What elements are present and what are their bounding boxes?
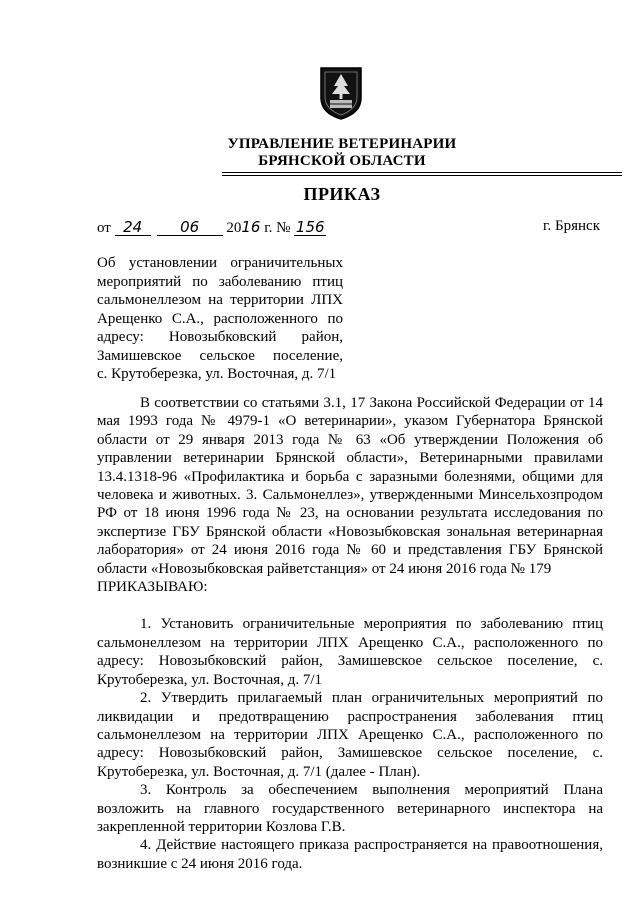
subject-line: мероприятий по заболеванию птиц — [97, 273, 343, 290]
order-subject — [97, 254, 343, 384]
coat-of-arms-icon — [318, 64, 364, 120]
subject-line: адресу: Новозыбковский район, — [97, 329, 343, 345]
subject-line: с. Крутоберезка, ул. Восточная, д. 7/1 — [97, 366, 337, 382]
order-number: 156 — [295, 218, 325, 236]
date-year: 16 — [241, 218, 261, 236]
organization-name-line1: УПРАВЛЕНИЕ ВЕТЕРИНАРИИ — [227, 136, 457, 152]
date-year-prefix: 20 — [226, 220, 242, 236]
order-item: 1. Установить ограничительные мероприятия по заболеванию птиц сальмонеллезом на территории ЛПХ Арещенко С.А., расположенного по адресу: Новозыбковский район, Замишевское сельское поселение, с. Крутоберезка, ул. Восточная, д. 7/1 — [97, 616, 603, 688]
header-rule — [222, 175, 622, 176]
date-number-line — [97, 218, 326, 237]
document-title: ПРИКАЗ — [303, 184, 381, 204]
preamble-paragraph: В соответствии со статьями 3.1, 17 Закона Российской Федерации от 14 мая 1993 года № 4979-1 «О ветеринарии», указом Губернатора Брянской области от 29 января 2013 года № 63 «Об утверждении Положения об управлении ветеринарии Брянской области», Ветеринарными правилами 13.4.1318-96 «Профилактика и борьба с заразными болезнями, общими для человека и животных. 3. Сальмонеллез», утвержденными Минсельхозпродом РФ от 18 июня 1996 года № 23, на основании результата исследования по экспертизе ГБУ Брянской области «Новозыбковская зональная ветеринарная лаборатория» от 24 июня 2016 года № 60 и представления ГБУ Брянской области «Новозыбковская райветстанция» от 24 июня 2016 года № 179 — [97, 395, 603, 577]
date-prefix: от — [97, 220, 111, 236]
order-item: 3. Контроль за обеспечением выполнения мероприятий Плана возложить на главного государственного ветеринарного инспектора на закрепленной территории Козлова Г.В. — [97, 782, 603, 835]
subject-line: Арещенко С.А., расположенного по — [97, 310, 343, 327]
header-rule — [222, 172, 622, 173]
number-label: г. № — [264, 220, 291, 236]
subject-line: Об установлении ограничительных — [97, 255, 343, 271]
date-day: 24 — [115, 220, 151, 236]
order-word: ПРИКАЗЫВАЮ: — [97, 579, 208, 596]
city-name: г. Брянск — [543, 218, 600, 234]
order-item: 4. Действие настоящего приказа распространяется на правоотношения, возникшие с 24 июня 2016 года. — [97, 837, 603, 872]
order-item: 2. Утвердить прилагаемый план ограничительных мероприятий по ликвидации и предотвращению распространения заболевания птиц сальмонеллезом на территории ЛПХ Арещенко С.А., расположенного по адресу: Новозыбковский район, Замишевское сельское поселение, с. Крутоберезка, ул. Восточная, д. 7/1 (далее - План). — [97, 690, 603, 780]
date-month: 06 — [157, 220, 223, 236]
order-items — [97, 615, 603, 873]
organization-name-line2: БРЯНСКОЙ ОБЛАСТИ — [258, 153, 426, 169]
subject-line: сальмонеллезом на территории ЛПХ — [97, 292, 343, 308]
subject-line: Замишевское сельское поселение, — [97, 347, 343, 364]
document-body — [97, 394, 603, 873]
